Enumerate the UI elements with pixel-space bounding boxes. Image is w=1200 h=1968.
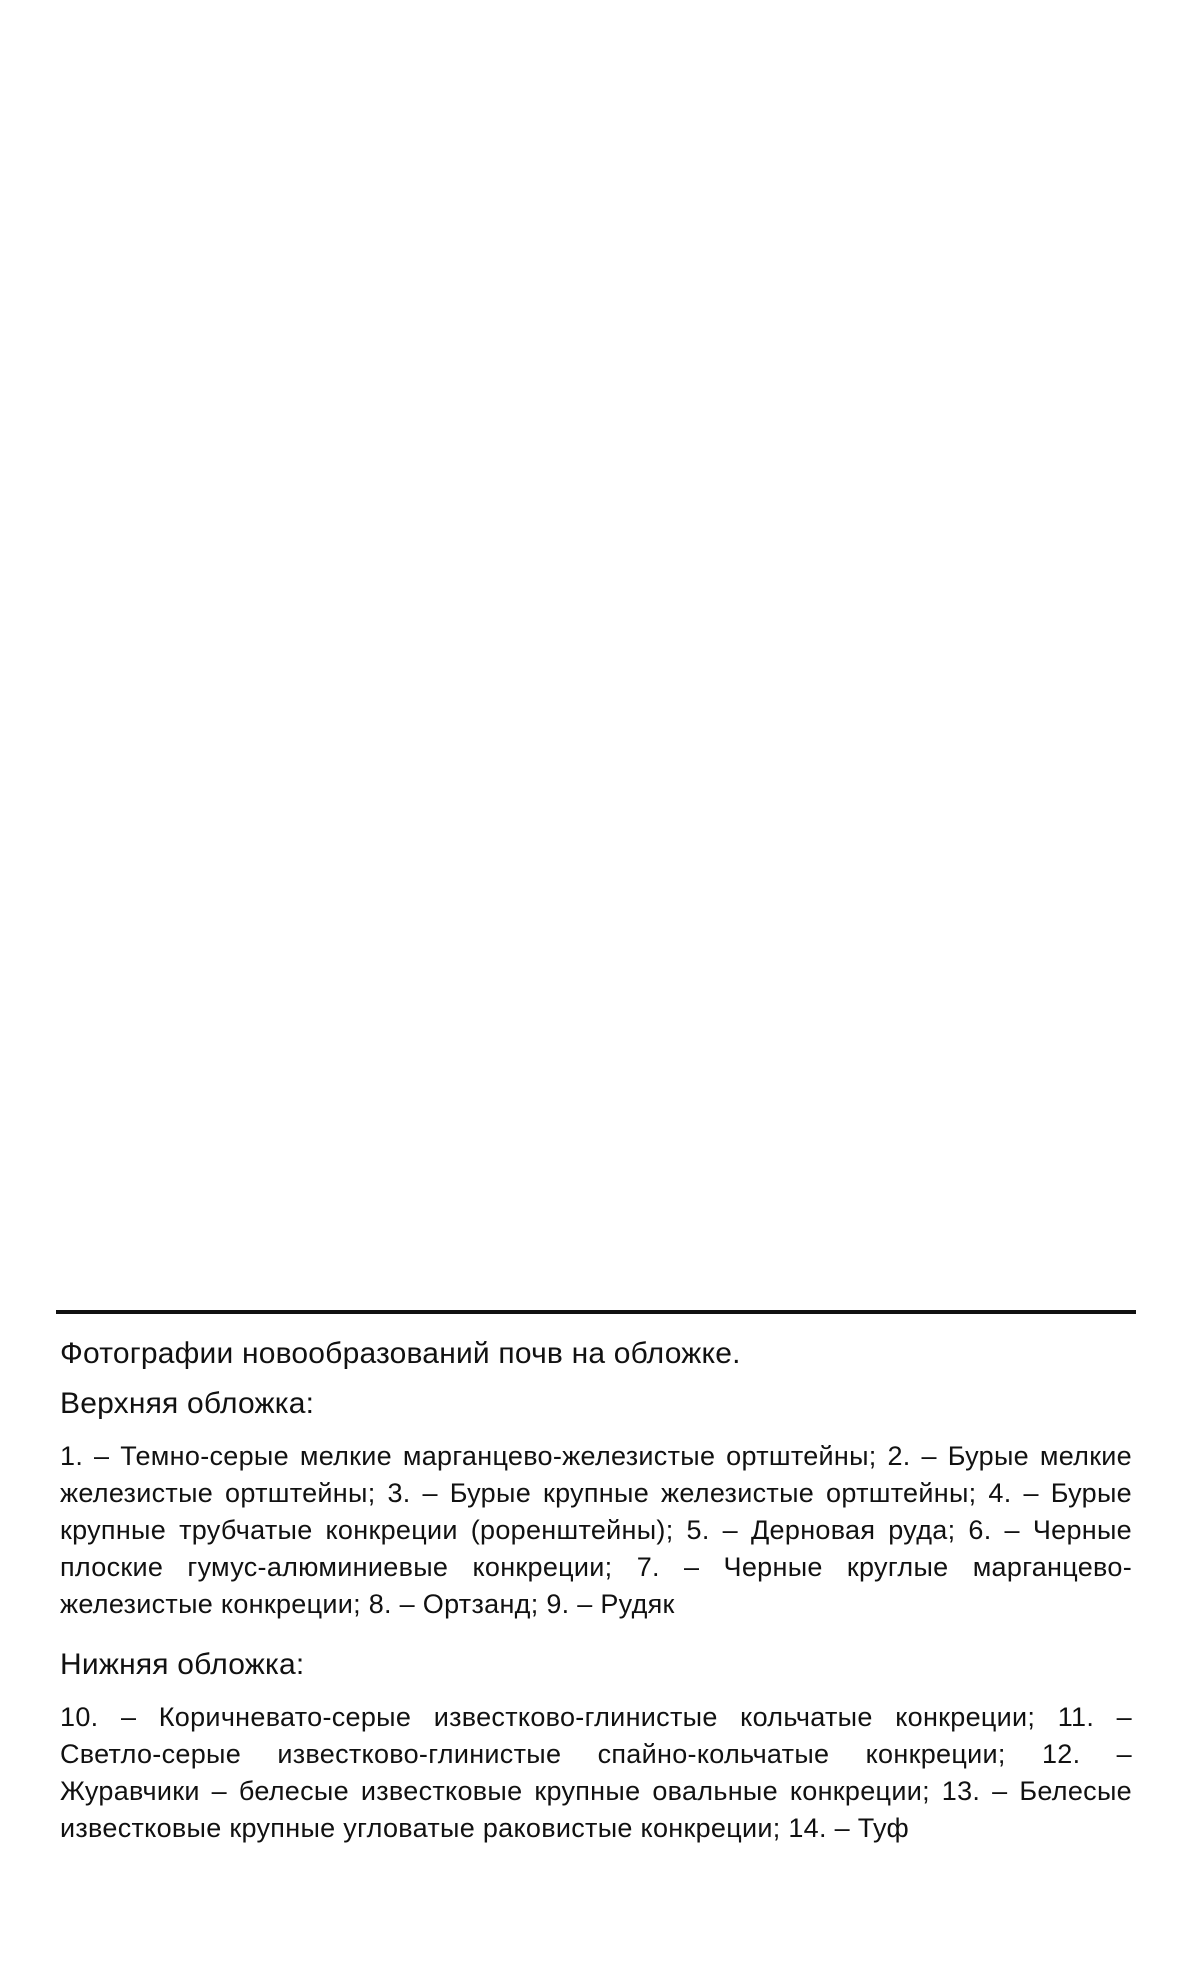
lower-cover-heading: Нижняя обложка: [60,1648,305,1681]
upper-cover-description: 1. – Темно-серые мелкие марганцево-железистые ортштейны; 2. – Бурые мелкие железистые ортштейны; 3. – Бурые крупные железистые ортштейны; 4. – Бурые крупные трубчатые конкреции (роренштейны); 5. – Дерновая руда; 6. – Черные плоские гумус-алюминиевые конкреции; 7. – Черные круглые марганцево-железистые конкреции; 8. – Ортзанд; 9. – Рудяк [60,1441,1132,1619]
lower-cover-description: 10. – Коричневато-серые известково-глинистые кольчатые конкреции; 11. – Светло-серые известково-глинистые спайно-кольчатые конкреции; 12. – Журавчики – белесые известковые крупные овальные конкреции; 13. – Белесые известковые крупные угловатые раковистые конкреции; 14. – Туф [60,1702,1132,1843]
caption-title: Фотографии новообразований почв на обложке. [60,1337,741,1370]
upper-cover-heading: Верхняя обложка: [60,1387,315,1420]
cover-photo-caption [60,1328,1132,1847]
horizontal-rule [56,1310,1136,1314]
